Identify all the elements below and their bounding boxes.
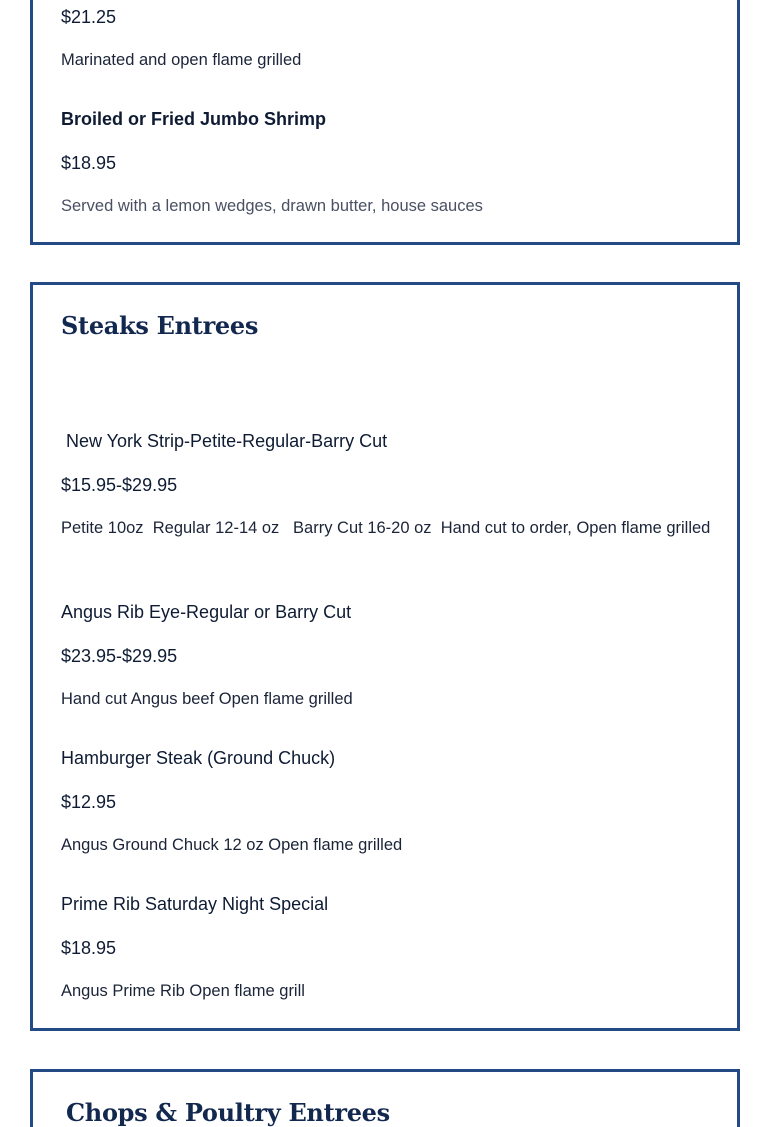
menu-section-seafood xyxy=(30,0,740,245)
item-name: New York Strip-Petite-Regular-Barry Cut xyxy=(61,431,388,451)
item-description: Hand cut Angus beef Open flame grilled xyxy=(61,690,353,708)
item-description: Petite 10oz Regular 12-14 oz Barry Cut 16-20 oz Hand cut to order, Open flame grilled xyxy=(61,519,711,537)
item-price: $15.95-$29.95 xyxy=(61,475,178,495)
item-name: Angus Rib Eye-Regular or Barry Cut xyxy=(61,602,352,622)
section-title: Steaks Entrees xyxy=(61,311,259,340)
item-price: $21.25 xyxy=(61,7,117,27)
menu-section-chops-poultry xyxy=(30,1069,740,1127)
item-name: Broiled or Fried Jumbo Shrimp xyxy=(61,109,327,129)
item-name: Hamburger Steak (Ground Chuck) xyxy=(61,748,336,768)
item-price: $18.95 xyxy=(61,153,117,173)
item-description: Served with a lemon wedges, drawn butter, house sauces xyxy=(61,197,483,215)
section-title: Chops & Poultry Entrees xyxy=(66,1098,390,1127)
item-description: Angus Ground Chuck 12 oz Open flame grilled xyxy=(61,836,403,854)
item-price: $18.95 xyxy=(61,938,117,958)
menu-section-steaks xyxy=(30,282,740,1031)
item-description: Angus Prime Rib Open flame grill xyxy=(61,982,305,1000)
item-name: Prime Rib Saturday Night Special xyxy=(61,894,329,914)
item-price: $12.95 xyxy=(61,792,117,812)
item-price: $23.95-$29.95 xyxy=(61,646,178,666)
item-description: Marinated and open flame grilled xyxy=(61,51,302,69)
